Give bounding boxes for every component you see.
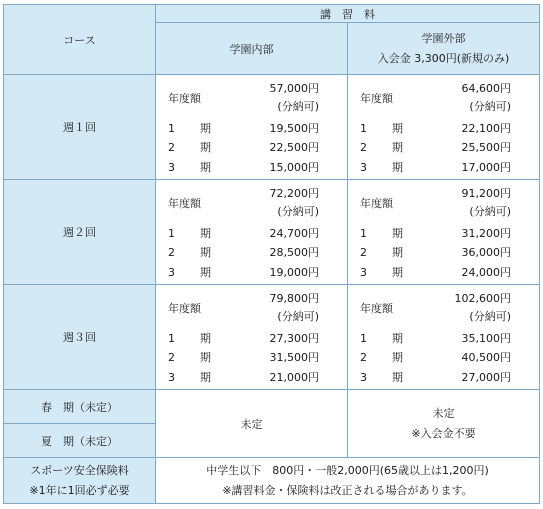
annual-amount: 72,200円 (269, 187, 319, 201)
annual-amount: 64,600円 (461, 82, 511, 96)
term-number: 2 (168, 141, 175, 154)
term-number: 2 (360, 351, 367, 364)
term-amount: 22,500円 (269, 141, 319, 154)
insurance-value-cell (156, 458, 540, 504)
term-amount: 15,000円 (269, 160, 319, 174)
internal-header-label: 学園内部 (229, 42, 274, 56)
internal-fees (156, 180, 348, 285)
section-label: 週１回 (4, 75, 156, 180)
external-fees (348, 285, 540, 390)
term-number: 1 (168, 226, 175, 240)
installment-note: (分納可) (469, 310, 511, 324)
seasonal-external (348, 390, 540, 458)
external-fees (348, 180, 540, 285)
term-number: 3 (168, 370, 175, 384)
term-number: 3 (168, 160, 175, 174)
term-kanji: 期 (200, 141, 211, 154)
term-number: 2 (168, 351, 175, 364)
external-header-label: 学園外部 (421, 31, 466, 45)
external-header (348, 23, 540, 75)
term-amount: 22,100円 (461, 121, 511, 135)
term-number: 3 (360, 370, 367, 384)
term-kanji: 期 (392, 331, 403, 345)
term-kanji: 期 (200, 226, 211, 240)
term-kanji: 期 (392, 141, 403, 154)
term-amount: 27,300円 (269, 331, 319, 345)
term-amount: 24,000円 (461, 265, 511, 279)
insurance-note: ※講習料金・保険料は改正される場合があります。 (222, 483, 473, 497)
installment-note: (分納可) (277, 205, 319, 219)
term-amount: 25,500円 (461, 141, 511, 154)
section-label: 週２回 (4, 180, 156, 285)
term-amount: 31,200円 (461, 226, 511, 240)
term-number: 1 (360, 331, 367, 345)
term-number: 1 (168, 331, 175, 345)
term-kanji: 期 (392, 246, 403, 259)
term-amount: 19,500円 (269, 121, 319, 135)
term-kanji: 期 (392, 121, 403, 135)
section-label: 週３回 (4, 285, 156, 390)
annual-label: 年度額 (168, 92, 201, 106)
term-kanji: 期 (392, 351, 403, 364)
fee-table (3, 4, 540, 504)
annual-label: 年度額 (360, 302, 393, 316)
course-header: コース (4, 5, 156, 75)
term-amount: 35,100円 (461, 331, 511, 345)
installment-note: (分納可) (469, 100, 511, 114)
term-amount: 27,000円 (461, 370, 511, 384)
spring-term-label: 春 期（未定） (4, 390, 156, 424)
fee-header: 講 習 料 (156, 5, 540, 23)
term-number: 1 (360, 121, 367, 135)
seasonal-external-note: ※入会金不要 (411, 426, 476, 440)
internal-fees (156, 285, 348, 390)
term-amount: 40,500円 (461, 351, 511, 364)
term-amount: 31,500円 (269, 351, 319, 364)
annual-amount: 79,800円 (269, 292, 319, 306)
installment-note: (分納可) (277, 100, 319, 114)
external-fees (348, 75, 540, 180)
seasonal-internal: 未定 (156, 390, 348, 458)
term-kanji: 期 (200, 246, 211, 259)
installment-note: (分納可) (469, 205, 511, 219)
internal-fees (156, 75, 348, 180)
term-number: 1 (360, 226, 367, 240)
insurance-value: 中学生以下 800円・一般2,000円(65歳以上は1,200円) (206, 463, 489, 477)
term-kanji: 期 (392, 265, 403, 279)
term-kanji: 期 (200, 370, 211, 384)
term-number: 3 (360, 265, 367, 279)
installment-note: (分納可) (277, 310, 319, 324)
annual-label: 年度額 (168, 197, 201, 211)
term-kanji: 期 (200, 331, 211, 345)
annual-label: 年度額 (168, 302, 201, 316)
external-header-note: 入会金 3,300円(新規のみ) (377, 51, 510, 65)
term-amount: 19,000円 (269, 265, 319, 279)
summer-term-label: 夏 期（未定） (4, 424, 156, 458)
term-kanji: 期 (392, 226, 403, 240)
term-number: 3 (168, 265, 175, 279)
term-amount: 36,000円 (461, 246, 511, 259)
term-amount: 24,700円 (269, 226, 319, 240)
annual-label: 年度額 (360, 197, 393, 211)
insurance-label-note: ※1年に1回必ず必要 (29, 483, 130, 497)
term-number: 3 (360, 160, 367, 174)
term-kanji: 期 (200, 265, 211, 279)
term-kanji: 期 (392, 160, 403, 174)
term-kanji: 期 (200, 351, 211, 364)
term-amount: 17,000円 (461, 160, 511, 174)
term-amount: 21,000円 (269, 370, 319, 384)
term-number: 2 (360, 246, 367, 259)
insurance-label: スポーツ安全保険料 (30, 463, 129, 477)
annual-amount: 91,200円 (461, 187, 511, 201)
annual-amount: 102,600円 (454, 292, 511, 306)
internal-header (156, 23, 348, 75)
seasonal-external-value: 未定 (432, 406, 455, 420)
term-number: 1 (168, 121, 175, 135)
term-kanji: 期 (392, 370, 403, 384)
annual-amount: 57,000円 (269, 82, 319, 96)
term-number: 2 (168, 246, 175, 259)
annual-label: 年度額 (360, 92, 393, 106)
term-number: 2 (360, 141, 367, 154)
term-kanji: 期 (200, 121, 211, 135)
term-kanji: 期 (200, 160, 211, 174)
term-amount: 28,500円 (269, 246, 319, 259)
insurance-label-cell (4, 458, 156, 504)
